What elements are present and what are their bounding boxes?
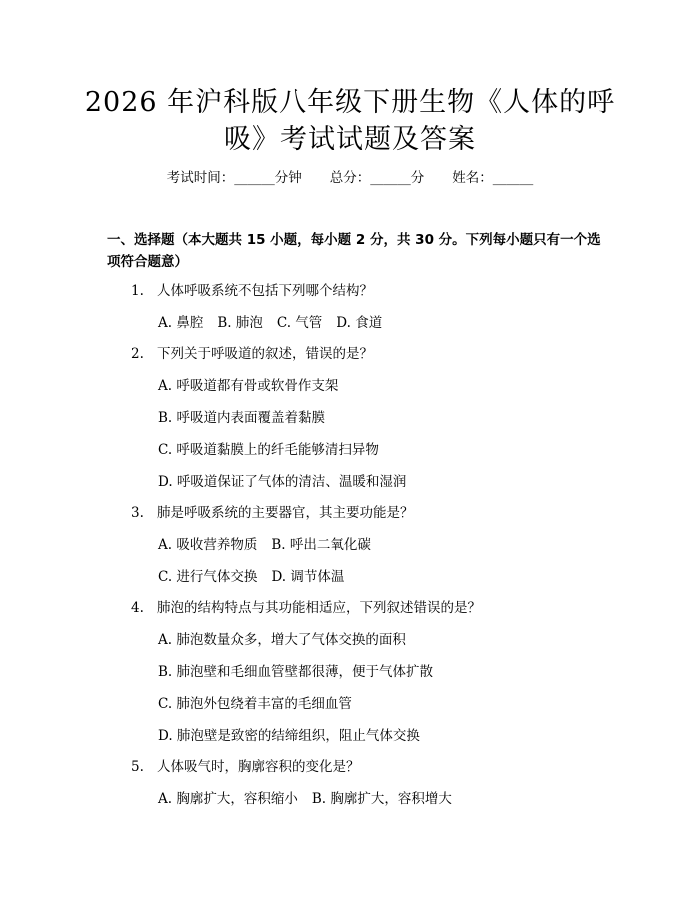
question-4-option-a: A. 肺泡数量众多，增大了气体交换的面积 xyxy=(158,632,406,648)
page-title-line1: 2026 年沪科版八年级下册生物《人体的呼 xyxy=(84,87,616,118)
option-a: A. 胸廓扩大，容积缩小 xyxy=(158,791,298,807)
question-4-option-c: C. 肺泡外包绕着丰富的毛细血管 xyxy=(158,696,352,712)
question-2-option-a: A. 呼吸道都有骨或软骨作支架 xyxy=(158,378,339,394)
question-3-options-row2 xyxy=(158,567,358,587)
question-text: 人体吸气时，胸廓容积的变化是？ xyxy=(157,759,360,775)
question-3 xyxy=(131,503,414,523)
question-text: 下列关于呼吸道的叙述，错误的是？ xyxy=(157,346,373,362)
question-number: 3. xyxy=(131,505,144,521)
section-heading xyxy=(107,229,607,273)
option-b: B. 胸廓扩大，容积增大 xyxy=(311,791,452,807)
question-3-options-row1 xyxy=(158,535,385,555)
question-text: 人体呼吸系统不包括下列哪个结构？ xyxy=(157,283,373,299)
name-field: 姓名：______ xyxy=(452,170,534,186)
question-4-option-b: B. 肺泡壁和毛细血管壁都很薄，便于气体扩散 xyxy=(158,664,434,680)
question-1-options xyxy=(158,313,396,333)
page-title-line2: 吸》考试试题及答案 xyxy=(224,124,476,155)
question-4 xyxy=(131,598,481,618)
section-heading-line2: 项符合题意） xyxy=(107,254,188,270)
question-2-option-b: B. 呼吸道内表面覆盖着黏膜 xyxy=(158,410,326,426)
option-b: B. 肺泡 xyxy=(217,315,263,331)
question-2 xyxy=(131,344,373,364)
option-b: B. 呼出二氧化碳 xyxy=(271,537,371,553)
option-c: C. 进行气体交换 xyxy=(158,569,258,585)
exam-meta xyxy=(0,168,700,188)
question-4-option-d: D. 肺泡壁是致密的结缔组织，阻止气体交换 xyxy=(158,728,420,744)
section-heading-line1: 一、选择题（本大题共 15 小题，每小题 2 分，共 30 分。下列每小题只有一个选 xyxy=(107,232,601,248)
question-2-option-c: C. 呼吸道黏膜上的纤毛能够清扫异物 xyxy=(158,442,379,458)
total-score-field: 总分：______分 xyxy=(329,170,425,186)
option-a: A. 吸收营养物质 xyxy=(158,537,258,553)
question-number: 5. xyxy=(131,759,144,775)
question-number: 2. xyxy=(131,346,144,362)
question-number: 4. xyxy=(131,600,144,616)
question-number: 1. xyxy=(131,283,144,299)
exam-time-field: 考试时间：______分钟 xyxy=(166,170,302,186)
option-c: C. 气管 xyxy=(276,315,323,331)
question-5-options xyxy=(158,789,466,809)
question-text: 肺泡的结构特点与其功能相适应，下列叙述错误的是？ xyxy=(157,600,481,616)
option-d: D. 食道 xyxy=(336,315,383,331)
option-a: A. 鼻腔 xyxy=(158,315,204,331)
question-5 xyxy=(131,757,360,777)
question-2-option-d: D. 呼吸道保证了气体的清洁、温暖和湿润 xyxy=(158,474,407,490)
question-text: 肺是呼吸系统的主要器官，其主要功能是？ xyxy=(157,505,414,521)
question-1 xyxy=(131,281,373,301)
option-d: D. 调节体温 xyxy=(271,569,345,585)
